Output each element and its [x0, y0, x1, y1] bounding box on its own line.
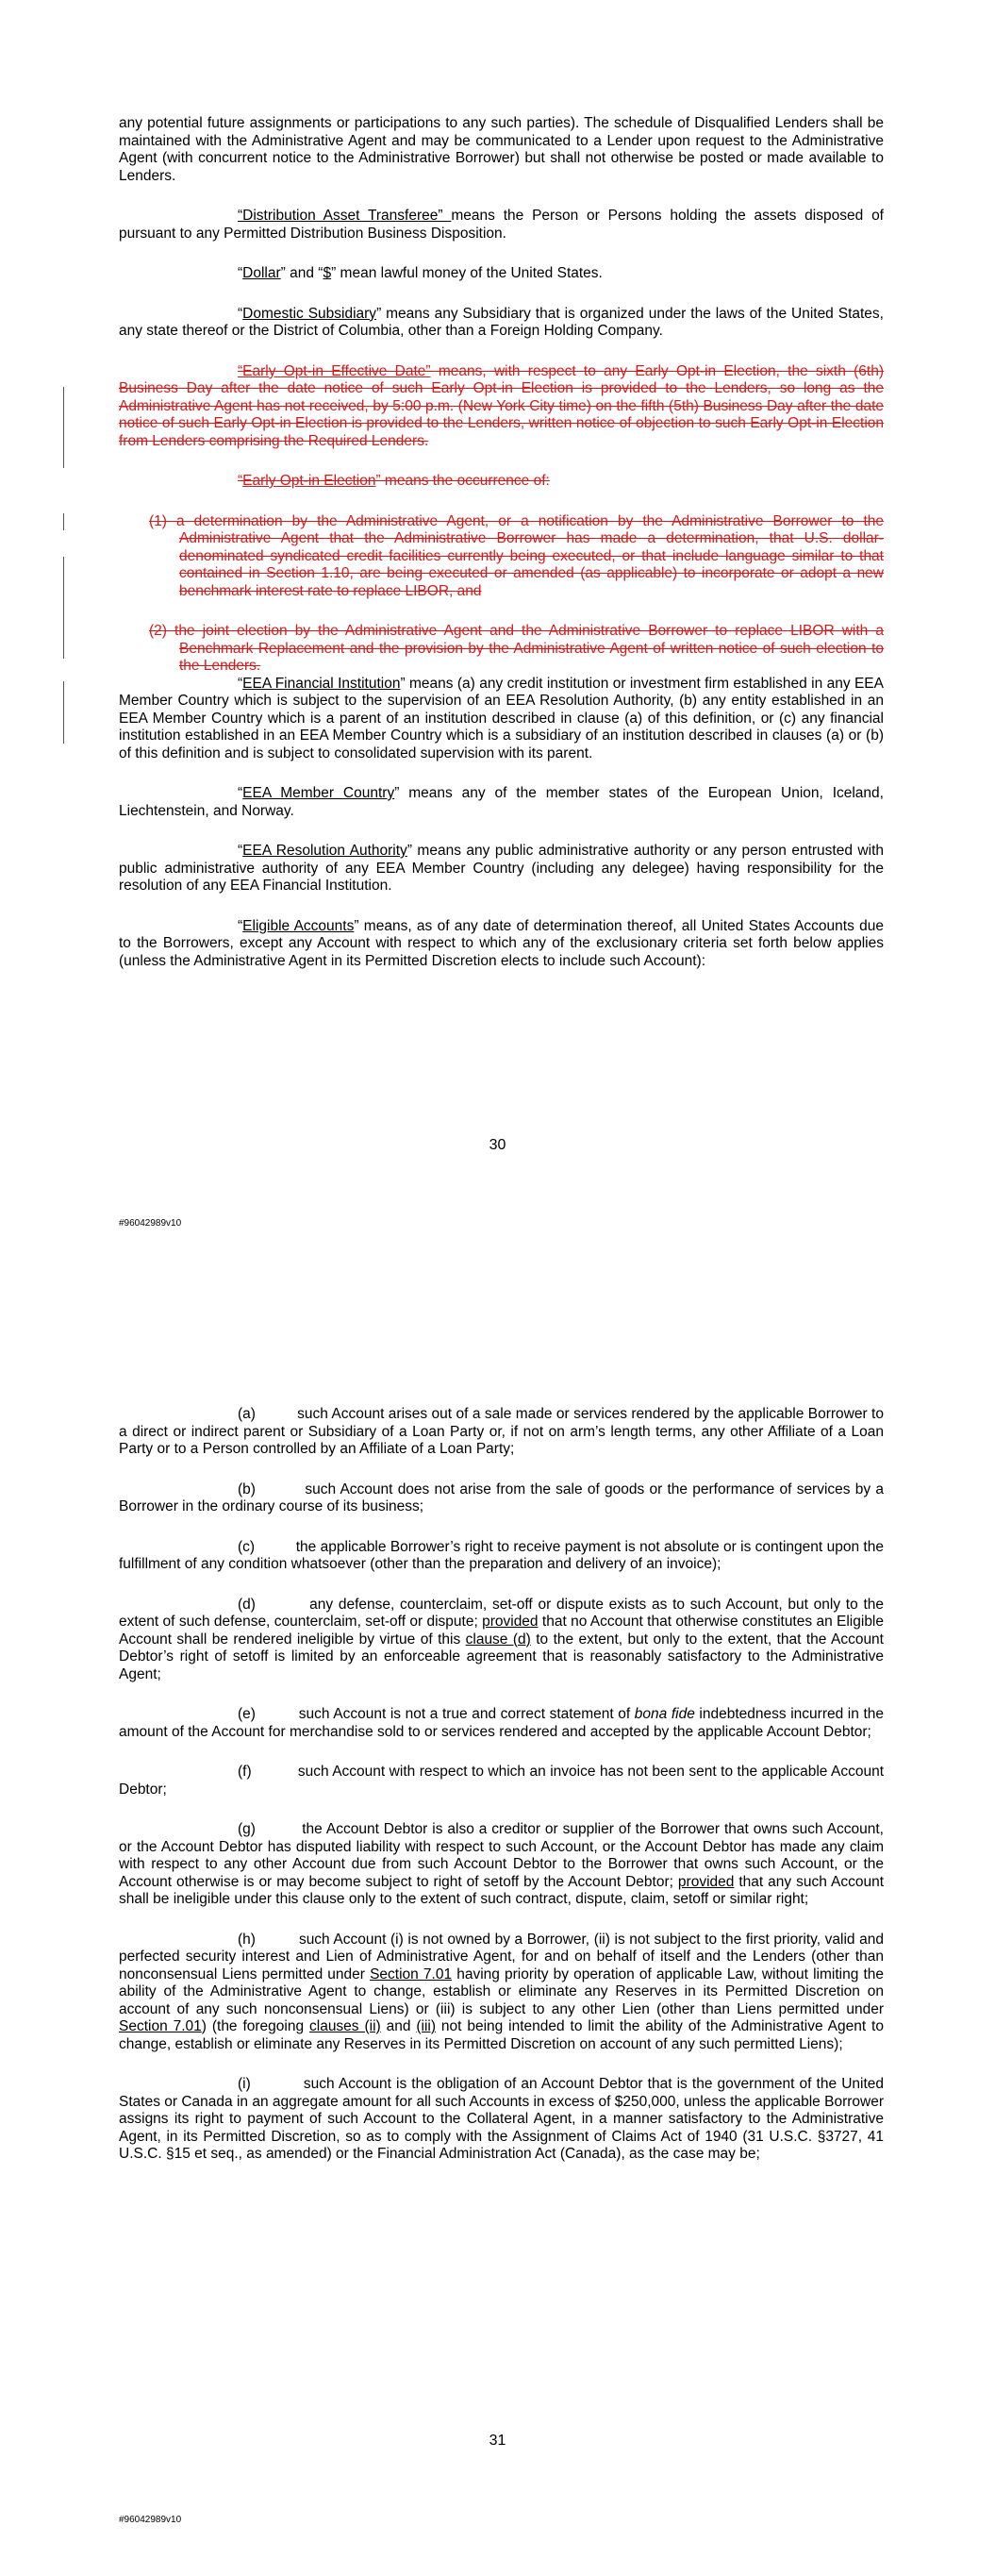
- clause-label: (h): [238, 1931, 256, 1948]
- defined-term: Domestic Subsidiary: [242, 305, 377, 322]
- clause-label: (f): [238, 1764, 252, 1780]
- cross-reference: Section 7.01: [119, 2018, 202, 2034]
- deleted-list-item-1: (1) a determination by the Administrative Agent, or a notification by the Administrative Borrower to the Administrative Agent that the Administrative Borrower has made a determination, that U.S. dollar-denominated syndicated credit facilities currently being executed, or that include language similar to that contained in Section 1.10, are being executed or amended (as applicable) to incorporate or adopt a new benchmark interest rate to replace LIBOR, and: [149, 512, 884, 599]
- document-id: #96042989v10: [119, 1218, 182, 1229]
- clause-a: (a) such Account arises out of a sale made or services rendered by the applicable Borrower to a direct or indirect parent or Subsidiary of a Loan Party or, if not on arm’s length terms, any other Affiliate of a Loan Party or to a Person controlled by an Affiliate of a Loan Party;: [119, 1406, 884, 1457]
- clause-c: (c) the applicable Borrower’s right to receive payment is not absolute or is contingent upon the fulfillment of any condition whatsoever (other than the preparation and delivery of an invoice);: [119, 1538, 884, 1572]
- page-31: [0, 1288, 995, 2576]
- deleted-definition-early-opt-in-election: “Early Opt-in Election” means the occurrence of:: [238, 473, 550, 489]
- definition-distribution-asset-transferee: “Distribution Asset Transferee” means the Person or Persons holding the assets disposed of pursuant to any Permitted Distribution Business Disposition.: [119, 208, 884, 242]
- paragraph-disqualified-lenders: any potential future assignments or participations to any such parties). The schedule of Disqualified Lenders shall be maintained with the Administrative Agent and may be communicated to a Lender upon request to the Administrative Agent (with concurrent notice to the Administrative Borrower) but shall not otherwise be posted or made available to Lenders.: [119, 115, 884, 184]
- clause-label: (a): [238, 1406, 256, 1422]
- clause-label: (e): [238, 1706, 256, 1722]
- defined-term: Eligible Accounts: [242, 917, 355, 934]
- cross-reference: clause (d): [465, 1631, 531, 1648]
- definition-dollar: “Dollar” and “$” mean lawful money of the United States.: [238, 265, 603, 281]
- defined-term: $: [323, 265, 332, 281]
- revision-bar: [63, 387, 64, 468]
- clause-label: (i): [238, 2076, 251, 2092]
- revision-bar: [63, 681, 64, 744]
- deleted-definition-early-opt-in-effective-date: “Early Opt-in Effective Date” means, with respect to any Early Opt-in Election, the sixth (6th) Business Day after the date notice of such Early Opt-in Election is provided to the Lenders, so long as the Administrative Agent has not received, by 5:00 p.m. (New York City time) on the fifth (5th) Business Day after the date notice of such Early Opt-in Election is provided to the Lenders, written notice of objection to such Early Opt-in Election from Lenders comprising the Required Lenders.: [119, 362, 884, 449]
- clause-label: (d): [238, 1596, 256, 1613]
- clause-b: (b) such Account does not arise from the sale of goods or the performance of services by a Borrower in the ordinary course of its business;: [119, 1480, 884, 1514]
- deleted-list-item-2: (2) the joint election by the Administrative Agent and the Administrative Borrower to replace LIBOR with a Benchmark Replacement and the provision by the Administrative Agent of written notice of such election to the Lenders.: [149, 623, 884, 674]
- definition-eea-resolution-authority: “EEA Resolution Authority” means any public administrative authority or any person entrusted with public administrative authority of any EEA Member Country (including any delegee) having responsibility for the resolution of any EEA Financial Institution.: [119, 843, 884, 894]
- revision-bar: [63, 513, 64, 530]
- clause-label: (g): [238, 1821, 256, 1837]
- page-number: 31: [489, 2433, 506, 2449]
- clause-label: (c): [238, 1538, 256, 1555]
- page-number: 30: [489, 1137, 506, 1153]
- defined-term: “Distribution Asset Transferee”: [238, 208, 452, 224]
- definition-eea-member-country: “EEA Member Country” means any of the member states of the European Union, Iceland, Liechtenstein, and Norway.: [119, 785, 884, 819]
- cross-reference: (iii): [416, 2018, 436, 2034]
- page-30-body: [119, 115, 884, 993]
- clause-i: (i) such Account is the obligation of an Account Debtor that is the government of the United States or Canada in an aggregate amount for all such Accounts in excess of $250,000, unless the applicable Borrower assigns its right to payment of such Account to the Collateral Agent, in a manner satisfactory to the Administrative Agent, in its Permitted Discretion, so as to comply with the Assignment of Claims Act of 1940 (31 U.S.C. §3727, 41 U.S.C. §15 et seq., as amended) or the Financial Administration Act (Canada), as the case may be;: [119, 2076, 884, 2162]
- defined-term: Early Opt-in Election: [242, 473, 376, 489]
- definition-eea-financial-institution: “EEA Financial Institution” means (a) any credit institution or investment firm established in any EEA Member Country which is subject to the supervision of an EEA Resolution Authority, (b) any entity established in an EEA Member Country which is a parent of an institution described in clause (a) of this definition, or (c) any financial institution established in an EEA Member Country which is a subsidiary of an institution described in clauses (a) or (b) of this definition and is subject to consolidated supervision with its parent.: [119, 675, 884, 761]
- definition-eligible-accounts: “Eligible Accounts” means, as of any date of determination thereof, all United States Accounts due to the Borrowers, except any Account with respect to which any of the exclusionary criteria set forth below applies (unless the Administrative Agent in its Permitted Discretion elects to include such Account):: [119, 917, 884, 969]
- defined-term: Dollar: [242, 265, 281, 281]
- clause-h: (h) such Account (i) is not owned by a Borrower, (ii) is not subject to the first priority, valid and perfected security interest and Lien of Administrative Agent, for and on behalf of itself and the Lenders (other than nonconsensual Liens permitted under Section 7.01 having priority by operation of applicable Law, without limiting the ability of the Administrative Agent to change, establish or eliminate any Reserves in its Permitted Discretion on account of any such nonconsensual Liens) or (iii) is subject to any other Lien (other than Liens permitted under Section 7.01) (the foregoing clauses (ii) and (iii) not being intended to limit the ability of the Administrative Agent to change, establish or eliminate any Reserves in its Permitted Discretion on account of any such permitted Liens);: [119, 1931, 884, 2052]
- defined-term: “Early Opt-in Effective Date”: [238, 362, 431, 379]
- defined-term: EEA Member Country: [242, 785, 395, 801]
- clause-e: (e) such Account is not a true and correct statement of bona fide indebtedness incurred in the amount of the Account for merchandise sold to or services rendered and accepted by the applicable Account Debtor;: [119, 1706, 884, 1740]
- clause-g: (g) the Account Debtor is also a creditor or supplier of the Borrower that owns such Account, or the Account Debtor has disputed liability with respect to such Account, or the Account Debtor has made any claim with respect to any other Account due from such Account Debtor to the Borrower that owns such Account, or the Account otherwise is or may become subject to right of setoff by the Account Debtor; provided that any such Account shall be ineligible under this clause only to the extent of such contract, dispute, claim, setoff or similar right;: [119, 1821, 884, 1907]
- document-id: #96042989v10: [119, 2515, 182, 2525]
- page-31-body: [119, 1406, 884, 2186]
- definition-domestic-subsidiary: “Domestic Subsidiary” means any Subsidiary that is organized under the laws of the United States, any state thereof or the District of Columbia, other than a Foreign Holding Company.: [119, 305, 884, 339]
- revision-bar: [63, 557, 64, 659]
- cross-reference: Section 7.01: [370, 1965, 453, 1982]
- clause-f: (f) such Account with respect to which an invoice has not been sent to the applicable Account Debtor;: [119, 1764, 884, 1798]
- defined-term: EEA Resolution Authority: [242, 843, 407, 859]
- clause-label: (b): [238, 1480, 256, 1497]
- defined-term: EEA Financial Institution: [242, 675, 401, 692]
- cross-reference: clauses (ii): [309, 2018, 381, 2034]
- clause-d: (d) any defense, counterclaim, set-off or dispute exists as to such Account, but only to the extent of such defense, counterclaim, set-off or dispute; provided that no Account that otherwise constitutes an Eligible Account shall be rendered ineligible by virtue of this clause (d) to the extent, but only to the extent, that the Account Debtor’s right of setoff is limited by an enforceable agreement that is reasonably satisfactory to the Administrative Agent;: [119, 1596, 884, 1682]
